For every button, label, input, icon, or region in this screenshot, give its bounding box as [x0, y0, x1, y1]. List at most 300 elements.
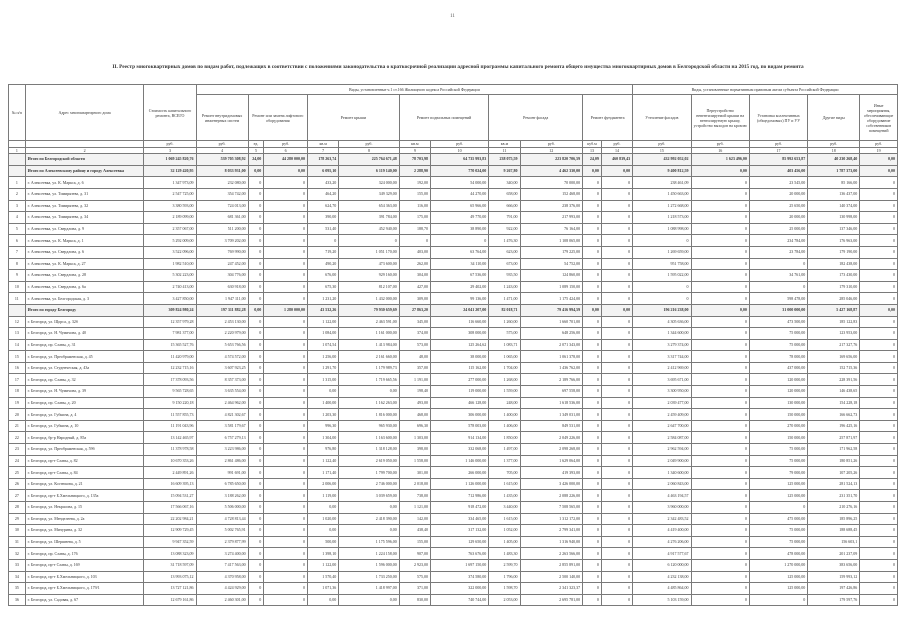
value-cell: 0	[264, 571, 308, 583]
value-cell: 0	[749, 594, 807, 606]
value-cell: 427,00	[399, 281, 430, 293]
value-cell: 0	[860, 374, 898, 386]
value-cell: 309 824 980,24	[144, 304, 196, 316]
value-cell: 2 342 483,52	[633, 513, 691, 525]
address-cell: г. Белгород, ул. Мичурина, д. 32	[25, 525, 144, 537]
table-row	[9, 432, 898, 444]
value-cell: 0	[691, 548, 749, 560]
value-cell: 1 316 940,00	[520, 536, 583, 548]
value-cell: 1 083,71	[489, 339, 520, 351]
value-cell: 371,00	[399, 583, 430, 595]
value-cell: 0	[264, 328, 308, 340]
value-cell: 0	[601, 200, 632, 212]
value-cell: 1 629 064,00	[520, 455, 583, 467]
value-cell: 1 704,00	[489, 362, 520, 374]
value-cell: 210 276,16	[808, 502, 860, 514]
value-cell: 228 391,56	[808, 374, 860, 386]
value-cell: 573,00	[399, 339, 430, 351]
value-cell: 490,20	[308, 258, 339, 270]
value-cell: 0	[601, 594, 632, 606]
column-number-18: 18	[808, 147, 860, 154]
value-cell: 1 799 700,00	[339, 467, 399, 479]
value-cell: 1 179 989,73	[339, 362, 399, 374]
value-cell: 70 000,00	[520, 177, 583, 189]
value-cell: 1 269 659,00	[633, 246, 691, 258]
value-cell: 0	[248, 397, 264, 409]
value-cell: 0	[264, 594, 308, 606]
value-cell: 125 000,00	[749, 583, 807, 595]
value-cell: 1 660 701,00	[520, 316, 583, 328]
value-cell: 738,00	[399, 490, 430, 502]
value-cell: 0	[264, 188, 308, 200]
value-cell: 196 425,16	[808, 420, 860, 432]
value-cell: 0	[264, 397, 308, 409]
value-cell: 65 966,00	[430, 200, 488, 212]
value-cell: 675,30	[308, 281, 339, 293]
table-row	[9, 513, 898, 525]
value-cell: 1 318 128,00	[339, 444, 399, 456]
row-number-cell: 3	[9, 200, 26, 212]
header-roof-conversion: Переустройство невентилируемой крыши на вентилируемую крышу, устройство выходов на кровлю	[691, 95, 749, 141]
value-cell: 3 039 659,00	[339, 490, 399, 502]
value-cell: 196 216 238,00	[633, 304, 691, 316]
value-cell: 2 060 843,00	[633, 478, 691, 490]
value-cell: 3 635 554,00	[196, 386, 248, 398]
value-cell: 0	[691, 583, 749, 595]
unit-cell-1	[9, 141, 26, 148]
value-cell: 75 000,00	[749, 536, 807, 548]
value-cell: 340,00	[489, 177, 520, 189]
value-cell: 8 033 931,00	[196, 165, 248, 177]
value-cell: 0	[691, 200, 749, 212]
value-cell: 2 962 594,00	[633, 444, 691, 456]
value-cell: 0	[601, 513, 632, 525]
value-cell: 24 041 207,00	[430, 304, 488, 316]
value-cell: 0	[583, 177, 602, 189]
row-number-cell: 14	[9, 339, 26, 351]
value-cell: 173 430,00	[808, 270, 860, 282]
value-cell: 324 000,00	[339, 177, 399, 189]
column-number-12: 12	[520, 147, 583, 154]
value-cell: 1 418 997,00	[339, 583, 399, 595]
value-cell: 374 580,00	[430, 571, 488, 583]
value-cell: 0	[248, 409, 264, 421]
value-cell: 907,00	[399, 548, 430, 560]
value-cell: 76 164,00	[520, 223, 583, 235]
value-cell: 0	[264, 339, 308, 351]
value-cell: 38 890,00	[430, 223, 488, 235]
value-cell: 0	[248, 235, 264, 247]
table-row	[9, 502, 898, 514]
address-cell: г. Белгород, ул. Преображенская, д. 59б	[25, 444, 144, 456]
value-cell: 0	[248, 525, 264, 537]
value-cell: 0	[691, 559, 749, 571]
value-cell: 0	[860, 478, 898, 490]
value-cell: 624,70	[308, 200, 339, 212]
value-cell: 2 463 591,00	[339, 316, 399, 328]
value-cell: 0	[601, 351, 632, 363]
value-cell: 0	[860, 281, 898, 293]
value-cell: 357,00	[399, 362, 430, 374]
value-cell: 12 232 715,16	[144, 362, 196, 374]
value-cell: 0	[860, 188, 898, 200]
value-cell: 0	[691, 270, 749, 282]
value-cell: 0	[583, 525, 602, 537]
table-row	[9, 559, 898, 571]
table-row	[9, 374, 898, 386]
value-cell: 232 080,00	[196, 177, 248, 189]
value-cell: 185 122,83	[808, 316, 860, 328]
value-cell: 676,00	[308, 270, 339, 282]
value-cell: 1 122,00	[308, 316, 339, 328]
address-cell: Итого по городу Белгороду	[25, 304, 144, 316]
value-cell: 0,00	[860, 165, 898, 177]
address-cell: г. Алексеевка, ул. К. Маркса, д. 6	[25, 177, 144, 189]
unit-cell-3: руб.	[144, 141, 196, 148]
value-cell: 0,00	[339, 502, 399, 514]
header-engineering-systems: Ремонт внутридомовых инженерных систем	[196, 95, 248, 141]
address-cell: г. Белгород, бр-р Народный, д. 85а	[25, 432, 144, 444]
value-cell: 234 784,00	[749, 235, 807, 247]
value-cell: 0	[601, 374, 632, 386]
value-cell: 4 485 864,00	[633, 583, 691, 595]
value-cell: 179 190,00	[808, 246, 860, 258]
value-cell: 169 656,00	[808, 351, 860, 363]
value-cell: 179 597,76	[808, 594, 860, 606]
row-number-cell: 11	[9, 293, 26, 305]
value-cell: 1 162 263,00	[339, 397, 399, 409]
value-cell: 0	[601, 571, 632, 583]
value-cell: 1 483,30	[489, 548, 520, 560]
value-cell: 0	[860, 594, 898, 606]
value-cell: 0	[583, 374, 602, 386]
value-cell: 712 986,00	[430, 490, 488, 502]
value-cell: 1 471,00	[489, 293, 520, 305]
value-cell: 306 000,00	[430, 409, 488, 421]
column-number-9: 9	[399, 147, 430, 154]
value-cell: 0	[860, 432, 898, 444]
value-cell: 332 068,00	[430, 444, 488, 456]
value-cell: 1 413 984,00	[339, 339, 399, 351]
value-cell: 2 547 725,00	[144, 188, 196, 200]
value-cell: 5 427 168,87	[808, 304, 860, 316]
value-cell: 2 189 099,00	[144, 212, 196, 224]
value-cell: 2 189 766,00	[520, 374, 583, 386]
value-cell: 156 603,1	[808, 536, 860, 548]
value-cell: 198,40	[399, 386, 430, 398]
table-row	[9, 339, 898, 351]
value-cell: 10 670 353,26	[144, 455, 196, 467]
address-cell: г. Белгород, пр-т Славы, д. 169	[25, 559, 144, 571]
value-cell: 277 000,00	[430, 374, 488, 386]
value-cell: 1 163 600,00	[339, 432, 399, 444]
value-cell: 0	[691, 455, 749, 467]
document-title: II. Реестр многоквартирных домов по видам работ, подлежащих в соответствии с положениями законодательства о краткосрочной реализации адресной программы капитального ремонта общего имущества многоквартирных домов в Белгородской области на 2015 год, по видам ремонта	[112, 64, 804, 70]
value-cell: 22 202 984,21	[144, 513, 196, 525]
value-cell: 2 071 343,00	[520, 339, 583, 351]
value-cell: 1 020,00	[308, 513, 339, 525]
value-cell: 188 688,45	[808, 525, 860, 537]
value-cell: 3 695 671,00	[633, 374, 691, 386]
value-cell: 2 861 486,00	[196, 455, 248, 467]
value-cell: 1 175 596,00	[339, 536, 399, 548]
value-cell: 1 052,00	[489, 525, 520, 537]
value-cell: 17 378 093,56	[144, 374, 196, 386]
value-cell: 432 992 052,02	[633, 154, 691, 166]
value-cell: 308 000,00	[430, 328, 488, 340]
value-cell: 0	[264, 420, 308, 432]
value-cell: 3 279 374,00	[633, 339, 691, 351]
value-cell: 119 000,00	[430, 386, 488, 398]
value-cell: 4 574 572,00	[196, 351, 248, 363]
unit-cell-7: кв.м	[308, 141, 339, 148]
value-cell: 4 917 577,67	[633, 548, 691, 560]
row-number-cell: 36	[9, 594, 26, 606]
value-cell: 78 000,00	[749, 351, 807, 363]
value-cell: 137 346,00	[808, 223, 860, 235]
row-number-cell: 12	[9, 316, 26, 328]
row-number-cell: 30	[9, 525, 26, 537]
registry-body	[9, 154, 898, 606]
value-cell: 1 405,00	[489, 536, 520, 548]
value-cell: 9 150 220,18	[144, 397, 196, 409]
table-row	[9, 177, 898, 189]
value-cell: 0	[691, 502, 749, 514]
value-cell: 0,00	[264, 165, 308, 177]
value-cell: 9 400 812,59	[633, 165, 691, 177]
value-cell: 1 175 424,00	[520, 293, 583, 305]
row-number-cell: 8	[9, 258, 26, 270]
value-cell: 0	[248, 444, 264, 456]
column-number-5: 5	[248, 147, 264, 154]
value-cell: 0	[860, 583, 898, 595]
value-cell: 419 393,00	[520, 467, 583, 479]
table-row	[9, 270, 898, 282]
unit-cell-8: руб.	[339, 141, 399, 148]
value-cell: 770 024,00	[430, 165, 488, 177]
value-cell: 175,00	[399, 212, 430, 224]
value-cell: 78 703,98	[399, 154, 430, 166]
value-cell: 182 438,00	[808, 258, 860, 270]
unit-cell-5: ед.	[248, 141, 264, 148]
value-cell: 383 656,00	[808, 559, 860, 571]
value-cell: 1 272 668,00	[633, 200, 691, 212]
value-cell: 75 000,00	[749, 328, 807, 340]
value-cell: 929 160,00	[339, 270, 399, 282]
value-cell: 304 776,00	[196, 270, 248, 282]
value-cell: 575,00	[489, 328, 520, 340]
value-cell: 473 500,00	[749, 316, 807, 328]
value-cell: 75 000,00	[749, 455, 807, 467]
value-cell: 231 351,70	[808, 490, 860, 502]
value-cell: 1 559,00	[489, 386, 520, 398]
value-cell: 0,00	[308, 502, 339, 514]
table-row	[9, 316, 898, 328]
value-cell: 0	[860, 362, 898, 374]
value-cell: 0	[601, 409, 632, 421]
value-cell: 0	[583, 246, 602, 258]
value-cell: 0	[691, 246, 749, 258]
row-number-cell: 24	[9, 455, 26, 467]
value-cell: 0	[248, 420, 264, 432]
address-cell: г. Белгород, пр. Славы, д. 176	[25, 548, 144, 560]
value-cell: 217 993,00	[520, 212, 583, 224]
value-cell: 4 232 138,00	[633, 571, 691, 583]
row-number-cell: 10	[9, 281, 26, 293]
table-row	[9, 478, 898, 490]
value-cell: 0	[264, 200, 308, 212]
value-cell: 1 224 158,00	[339, 548, 399, 560]
value-cell: 531,40	[308, 223, 339, 235]
column-number-2: 2	[25, 147, 144, 154]
value-cell: 1 850,00	[489, 432, 520, 444]
value-cell: 0	[601, 316, 632, 328]
value-cell: 473 600,00	[339, 258, 399, 270]
address-cell: г. Белгород, пр-т Б.Хмельницкого, д. 135а	[25, 490, 144, 502]
value-cell: 0	[248, 223, 264, 235]
value-cell: 3 300 950,00	[633, 386, 691, 398]
value-cell: 6 095,10	[308, 165, 339, 177]
value-cell: 136 437,00	[808, 188, 860, 200]
value-cell: 13 142 465,97	[144, 432, 196, 444]
address-cell: г. Белгород, пр-т Славы, д. 82	[25, 455, 144, 467]
value-cell: 965 930,00	[339, 420, 399, 432]
value-cell: 6 785 650,00	[196, 478, 248, 490]
address-cell: г. Белгород, пр. Славы, д. 20	[25, 397, 144, 409]
value-cell: 0	[264, 374, 308, 386]
value-cell: 0	[248, 502, 264, 514]
table-row	[9, 444, 898, 456]
value-cell: 0	[601, 525, 632, 537]
value-cell: 1 122,40	[308, 455, 339, 467]
column-number-3: 3	[144, 147, 196, 154]
address-cell: г. Белгород, пр-т Славы, д. 84	[25, 467, 144, 479]
value-cell: 1 435,00	[489, 490, 520, 502]
value-cell: 791,00	[489, 212, 520, 224]
value-cell: 2 161 660,00	[339, 351, 399, 363]
address-cell: г. Алексеевка, ул. Тимирязева, д. 32	[25, 200, 144, 212]
column-number-10: 10	[430, 147, 488, 154]
row-number-cell: 21	[9, 420, 26, 432]
value-cell: 0	[860, 258, 898, 270]
value-cell: 812 107,00	[339, 281, 399, 293]
value-cell: 0	[583, 409, 602, 421]
column-number-16: 16	[691, 147, 749, 154]
value-cell: 0	[691, 339, 749, 351]
value-cell: 0	[691, 293, 749, 305]
value-cell: 2 453 130,00	[196, 316, 248, 328]
value-cell: 79 416 994,59	[520, 304, 583, 316]
value-cell: 914 134,00	[430, 432, 488, 444]
value-cell: 654 363,00	[339, 200, 399, 212]
value-cell: 4 305 636,00	[633, 316, 691, 328]
value-cell: 120 000,00	[749, 374, 807, 386]
address-cell: г. Белгород, ул. Преображенская, д. 45	[25, 351, 144, 363]
value-cell: 0	[248, 177, 264, 189]
value-cell: 1 349 031,00	[520, 409, 583, 421]
value-cell: 1 497,00	[489, 444, 520, 456]
table-row	[9, 455, 898, 467]
row-number-cell: 5	[9, 223, 26, 235]
value-cell: 0	[248, 432, 264, 444]
row-number-cell: 9	[9, 270, 26, 282]
value-cell: 2 088 226,00	[520, 490, 583, 502]
value-cell: 197 426,86	[808, 583, 860, 595]
row-number-cell: 22	[9, 432, 26, 444]
value-cell: 1 122,00	[308, 559, 339, 571]
value-cell: 2 647 700,00	[633, 420, 691, 432]
header-basement: Ремонт подвальных помещений	[399, 95, 489, 141]
value-cell: 0	[691, 490, 749, 502]
value-cell: 740 744,00	[430, 594, 488, 606]
table-row	[9, 235, 898, 247]
value-cell: 2 746 000,00	[339, 478, 399, 490]
table-row	[9, 536, 898, 548]
value-cell: 301,00	[399, 467, 430, 479]
value-cell: 1 344 600,00	[633, 328, 691, 340]
address-cell: г. Алексеевка, ул. К. Маркса, д. 1	[25, 235, 144, 247]
value-cell: 0,00	[601, 165, 632, 177]
value-cell: 0	[691, 467, 749, 479]
value-cell: 150 000,00	[749, 409, 807, 421]
column-number-4: 4	[196, 147, 248, 154]
row-number-cell: 4	[9, 212, 26, 224]
value-cell: 0,00	[339, 525, 399, 537]
column-number-13: 13	[583, 147, 602, 154]
value-cell: 849 531,00	[520, 420, 583, 432]
row-number-cell: 35	[9, 583, 26, 595]
value-cell: 27 863,20	[399, 304, 430, 316]
value-cell: 0	[248, 386, 264, 398]
value-cell: 1 595 022,00	[633, 270, 691, 282]
total-row	[9, 165, 898, 177]
value-cell: 0	[860, 339, 898, 351]
value-cell: 3 960 000,00	[633, 502, 691, 514]
value-cell: 281 524,13	[808, 478, 860, 490]
address-cell: г. Белгород, ул. Н. Чумичова, д. 40	[25, 328, 144, 340]
value-cell: 0	[248, 467, 264, 479]
value-cell: 0	[264, 409, 308, 421]
value-cell: 0	[601, 455, 632, 467]
value-cell: 0,00	[248, 304, 264, 316]
value-cell: 0	[248, 478, 264, 490]
value-cell: 0	[860, 270, 898, 282]
value-cell: 0	[264, 362, 308, 374]
value-cell: 1 161 000,00	[339, 328, 399, 340]
header-no: № п/п	[9, 85, 26, 141]
value-cell: 0	[264, 444, 308, 456]
address-cell: Итого по Белгородской области	[25, 154, 144, 166]
value-cell: 130 000,00	[749, 397, 807, 409]
value-cell: 67 536,00	[430, 270, 488, 282]
value-cell: 2 341 323,37	[520, 583, 583, 595]
value-cell: 0	[248, 374, 264, 386]
row-number-cell: 1	[9, 177, 26, 189]
value-cell: 0	[583, 594, 602, 606]
value-cell: 115 162,00	[430, 362, 488, 374]
value-cell: 0,00	[583, 304, 602, 316]
address-cell: г. Алексеевка, ул. Свердлова, д. 9	[25, 223, 144, 235]
value-cell: 4 419 400,00	[633, 525, 691, 537]
value-cell: 20 000,00	[749, 212, 807, 224]
row-number-cell	[9, 304, 26, 316]
table-row	[9, 281, 898, 293]
value-cell: 0	[583, 420, 602, 432]
unit-cell-10: руб.	[430, 141, 488, 148]
value-cell: 1 596 000,00	[339, 559, 399, 571]
value-cell: 1 121,00	[399, 502, 430, 514]
value-cell: 0	[264, 386, 308, 398]
